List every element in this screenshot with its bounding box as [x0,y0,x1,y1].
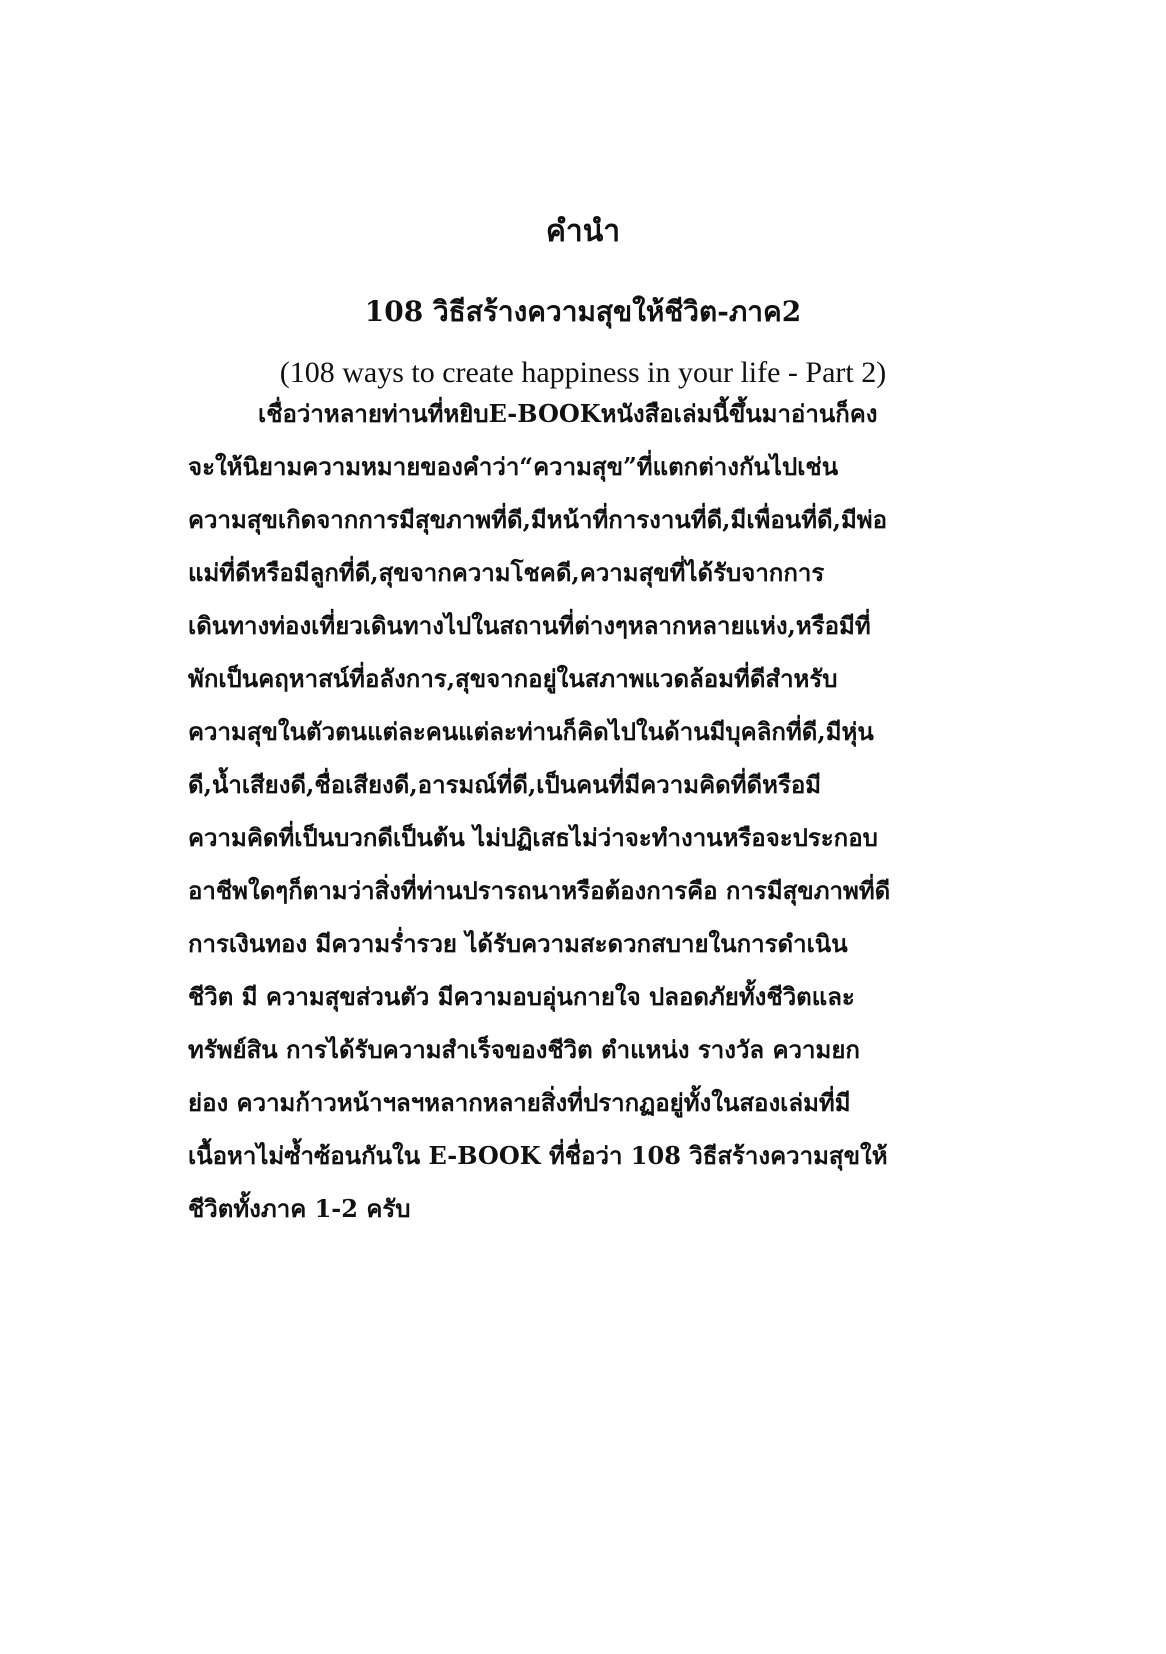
english-subtitle: (108 ways to create happiness in your life - Part 2) [279,356,887,389]
body-line: ย่อง ความก้าวหน้าฯลฯหลากหลายสิ่งที่ปรากฏอยู่ทั้งในสองเล่มที่มี [188,1088,851,1117]
body-line: แม่ที่ดีหรือมีลูกที่ดี,สุขจากความโชคดี,ความสุขที่ได้รับจากการ [188,558,825,587]
body-line: ชีวิตทั้งภาค 1-2 ครับ [188,1194,411,1223]
body-line: อาชีพใดๆก็ตามว่าสิ่งที่ท่านปรารถนาหรือต้องการคือ การมีสุขภาพที่ดี [188,876,891,905]
book-title: 108 วิธีสร้างความสุขให้ชีวิต-ภาค2 [364,295,802,328]
body-line: ความคิดที่เป็นบวกดีเป็นต้น ไม่ปฏิเสธไม่ว่าจะทำงานหรือจะประกอบ [188,823,878,852]
body-line: ความสุขเกิดจากการมีสุขภาพที่ดี,มีหน้าที่การงานที่ดี,มีเพื่อนที่ดี,มีพ่อ [188,505,888,534]
body-line: ดี,น้ำเสียงดี,ชื่อเสียงดี,อารมณ์ที่ดี,เป็นคนที่มีความคิดที่ดีหรือมี [188,770,822,799]
body-line: พักเป็นคฤหาสน์ที่อลังการ,สุขจากอยู่ในสภาพแวดล้อมที่ดีสำหรับ [188,664,838,693]
body-line: ทรัพย์สิน การได้รับความสำเร็จของชีวิต ตำแหน่ง รางวัล ความยก [188,1035,860,1064]
body-line: การเงินทอง มีความร่ำรวย ได้รับความสะดวกสบายในการดำเนิน [188,929,848,958]
body-line: เนื้อหาไม่ซ้ำซ้อนกันใน E-BOOK ที่ชื่อว่า 108 วิธีสร้างความสุขให้ [188,1141,888,1170]
body-line: เชื่อว่าหลายท่านที่หยิบE-BOOKหนังสือเล่มนี้ขึ้นมาอ่านก็คง [258,399,878,428]
body-line: ความสุขในตัวตนแต่ละคนแต่ละท่านก็คิดไปในด้านมีบุคลิกที่ดี,มีหุ่น [188,717,874,746]
preface-heading: คำนำ [545,214,621,249]
body-line: ชีวิต มี ความสุขส่วนตัว มีความอบอุ่นกายใจ ปลอดภัยทั้งชีวิตและ [188,982,855,1011]
body-line: จะให้นิยามความหมายของคำว่า“ความสุข”ที่แตกต่างกันไปเช่น [188,452,839,481]
body-line: เดินทางท่องเที่ยวเดินทางไปในสถานที่ต่างๆหลากหลายแห่ง,หรือมีที่ [188,611,871,640]
